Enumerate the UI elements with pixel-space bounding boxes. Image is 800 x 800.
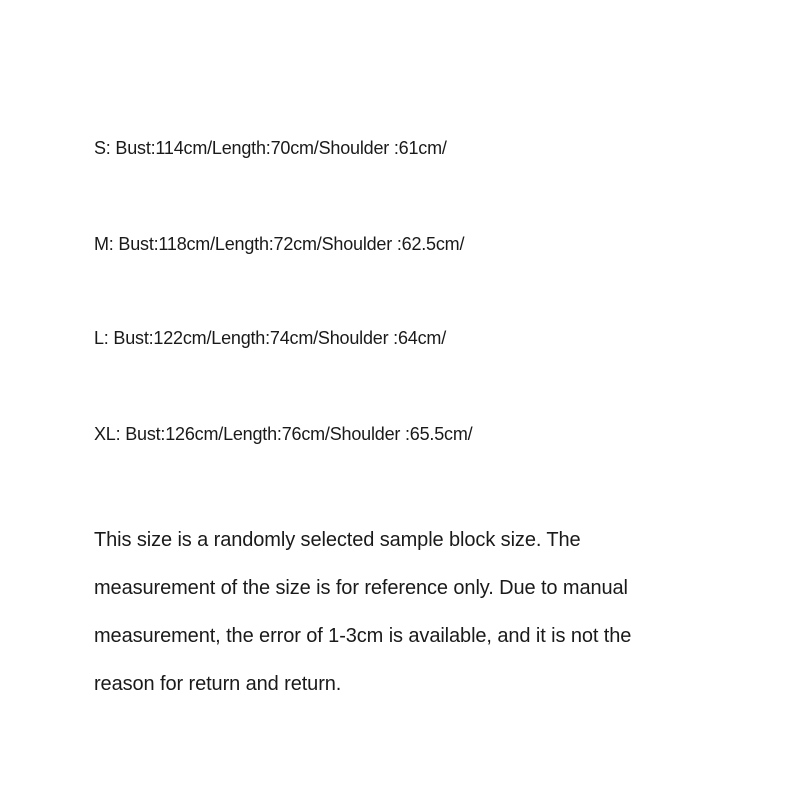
size-row-l: L: Bust:122cm/Length:74cm/Shoulder :64cm/ <box>94 328 447 348</box>
size-row-xl: XL: Bust:126cm/Length:76cm/Shoulder :65.5cm/ <box>94 424 473 444</box>
size-row-m: M: Bust:118cm/Length:72cm/Shoulder :62.5cm/ <box>94 234 465 254</box>
note-line: measurement, the error of 1-3cm is available, and it is not the <box>94 625 632 647</box>
measurement-note <box>94 516 734 708</box>
size-row-s: S: Bust:114cm/Length:70cm/Shoulder :61cm/ <box>94 138 447 158</box>
note-line: This size is a randomly selected sample block size. The <box>94 529 581 551</box>
note-line: reason for return and return. <box>94 673 342 695</box>
note-line: measurement of the size is for reference only. Due to manual <box>94 577 628 599</box>
